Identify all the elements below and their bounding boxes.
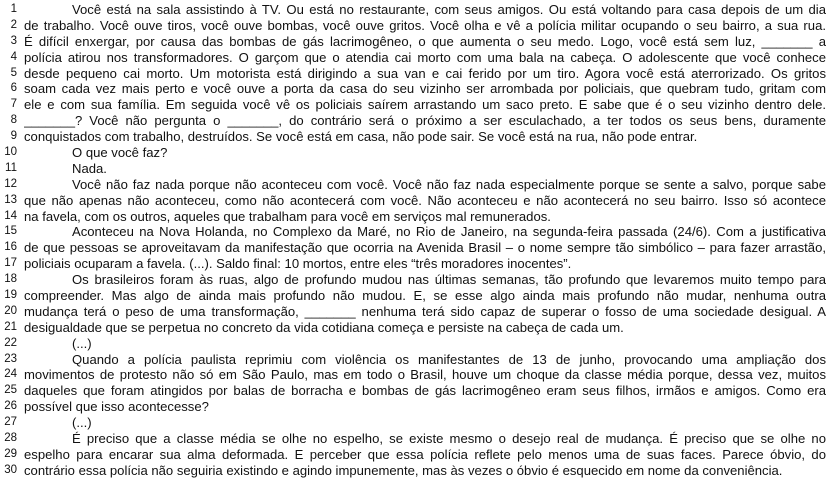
text-line [0,193,834,209]
text-line [0,383,834,399]
text-line [0,272,834,288]
line-number: 14 [4,209,17,222]
line-text: O que você faz? [72,145,168,161]
line-text: movimentos de protesto não só em São Paulo, mas em todo o Brasil, houve um choque da classe média porque, dessa vez, muitos [24,367,826,383]
line-number: 24 [4,368,17,381]
text-line [0,288,834,304]
text-line [0,18,834,34]
line-number: 28 [4,432,17,445]
line-text: espelho para encarar sua alma deformada. E perceber que essa polícia reflete pelo menos uma de suas faces. Parece óbvio, do [24,446,826,462]
text-line [0,97,834,113]
line-text: possível que isso acontecesse? [24,399,209,415]
text-line [0,145,834,161]
line-text: soam cada vez mais perto e você ouve a porta da casa do seu vizinho ser arrombada por policiais, que quebram tudo, gritam com [24,81,826,97]
line-number: 22 [4,336,17,349]
line-text: polícia atirou nos transformadores. O garçom que o atendia cai morto com uma bala na cabeça. O adolescente que você conhece [24,49,826,65]
line-text: Aconteceu na Nova Holanda, no Complexo da Maré, no Rio de Janeiro, na segunda-feira passada (24/6). Com a justificativa [72,224,826,240]
text-line [0,50,834,66]
text-line [0,209,834,225]
text-line [0,34,834,50]
line-number: 15 [4,225,17,238]
text-line [0,224,834,240]
line-number: 7 [10,98,17,111]
line-number: 3 [10,34,17,47]
line-text: conquistados com trabalho, destruídos. Se você está em casa, não pode sair. Se você está na rua, não pode entrar. [24,129,698,145]
line-number: 12 [4,177,17,190]
text-line [0,399,834,415]
line-number: 5 [10,66,17,79]
line-number: 9 [10,130,17,143]
line-number: 17 [4,257,17,270]
line-number: 23 [4,352,17,365]
line-text: Nada. [72,160,107,176]
text-line [0,240,834,256]
line-number: 18 [4,273,17,286]
line-text: policiais ocuparam a favela. (...). Saldo final: 10 mortos, entre eles “três moradores inocentes”. [24,256,572,272]
line-text: (...) [72,335,92,351]
line-number: 25 [4,384,17,397]
text-line [0,447,834,463]
text-line [0,463,834,479]
line-text: Os brasileiros foram às ruas, algo de profundo mudou nas últimas semanas, tão profundo que levaremos muito tempo para [72,272,826,288]
line-text: de trabalho. Você ouve tiros, você ouve bombas, você ouve gritos. Você olha e vê a polícia militar ocupando o seu bairro, a sua rua. [24,17,826,33]
text-line [0,431,834,447]
text-line [0,256,834,272]
line-text: Você está na sala assistindo à TV. Ou está no restaurante, com seus amigos. Ou está voltando para casa depois de um dia [72,2,826,17]
line-number: 30 [4,463,17,476]
text-line [0,2,834,18]
line-number: 10 [4,146,17,159]
text-line [0,66,834,82]
line-number: 29 [4,447,17,460]
text-line [0,304,834,320]
text-line [0,113,834,129]
line-text: (...) [72,415,92,431]
line-number: 2 [10,18,17,31]
line-text: É preciso que a classe média se olhe no espelho, se existe mesmo o desejo real de mudança. É preciso que se olhe no [72,431,826,447]
text-line [0,320,834,336]
line-text: Você não faz nada porque não aconteceu com você. Você não faz nada especialmente porque se sente a salvo, porque sabe [72,176,826,192]
line-text: de que pessoas se aproveitavam da manifestação que ocorria na Avenida Brasil – o nome sempre tão simbólico – para fazer arrastão, [24,240,826,256]
text-line [0,336,834,352]
line-text: _______? Você não pergunta o _______, do contrário será o próximo a ser esculachado, a ter todos os seus bens, duramente [24,113,826,129]
line-number: 16 [4,241,17,254]
line-number: 19 [4,289,17,302]
line-number: 11 [5,161,17,174]
line-number: 4 [10,50,17,63]
line-text: compreender. Mas algo de ainda mais profundo não mudou. E, se esse algo ainda mais profundo não mudar, nenhuma outra [24,288,826,304]
line-text: É difícil enxergar, por causa das bombas de gás lacrimogêneo, o que aumenta o seu medo. Logo, você está sem luz, _______ a [24,33,826,49]
text-line [0,161,834,177]
line-text: desigualdade que se perpetua no concreto da vida cotidiana começa e persiste na cabeça de cada um. [24,319,624,335]
line-text: contrário essa polícia não seguiria existindo e agindo impunemente, mas às vezes o óbvio é esquecido em nome da conveniência. [24,462,783,478]
line-number: 26 [4,400,17,413]
line-text: Quando a polícia paulista reprimiu com violência os manifestantes de 13 de junho, provocando uma ampliação dos [72,351,826,367]
line-text: na favela, com os outros, aqueles que trabalham para você em serviços mal remunerados. [24,208,551,224]
line-text: mudança terá o peso de uma transformação, _______ nenhuma terá sido capaz de superar o fosso de uma sociedade desigual. A [24,303,826,319]
text-line [0,81,834,97]
line-number: 13 [4,193,17,206]
line-number: 1 [10,3,17,15]
text-line [0,367,834,383]
line-text: ele e com sua família. Em seguida você vê os policiais saírem arrastando um saco preto. E sabe que é o seu vizinho dentro dele. [24,97,826,113]
document-text [0,2,834,479]
line-text: desde pequeno cai morto. Um motorista está dirigindo a sua van e cai ferido por um tiro. Agora você está aterrorizado. Os gritos [24,65,826,81]
line-text: daqueles que foram atingidos por balas de borracha e bombas de gás lacrimogêneo eram seus filhos, irmãos e amigos. Como era [24,383,826,399]
text-line [0,352,834,368]
text-line [0,177,834,193]
line-number: 21 [4,320,17,333]
line-number: 6 [10,82,17,95]
line-number: 27 [4,416,17,429]
text-line [0,415,834,431]
line-number: 8 [10,114,17,127]
line-number: 20 [4,304,17,317]
text-line [0,129,834,145]
line-text: que não apenas não aconteceu, como não acontecerá com você. Não aconteceu e não acontecerá no seu bairro. Isso só acontece [24,192,826,208]
